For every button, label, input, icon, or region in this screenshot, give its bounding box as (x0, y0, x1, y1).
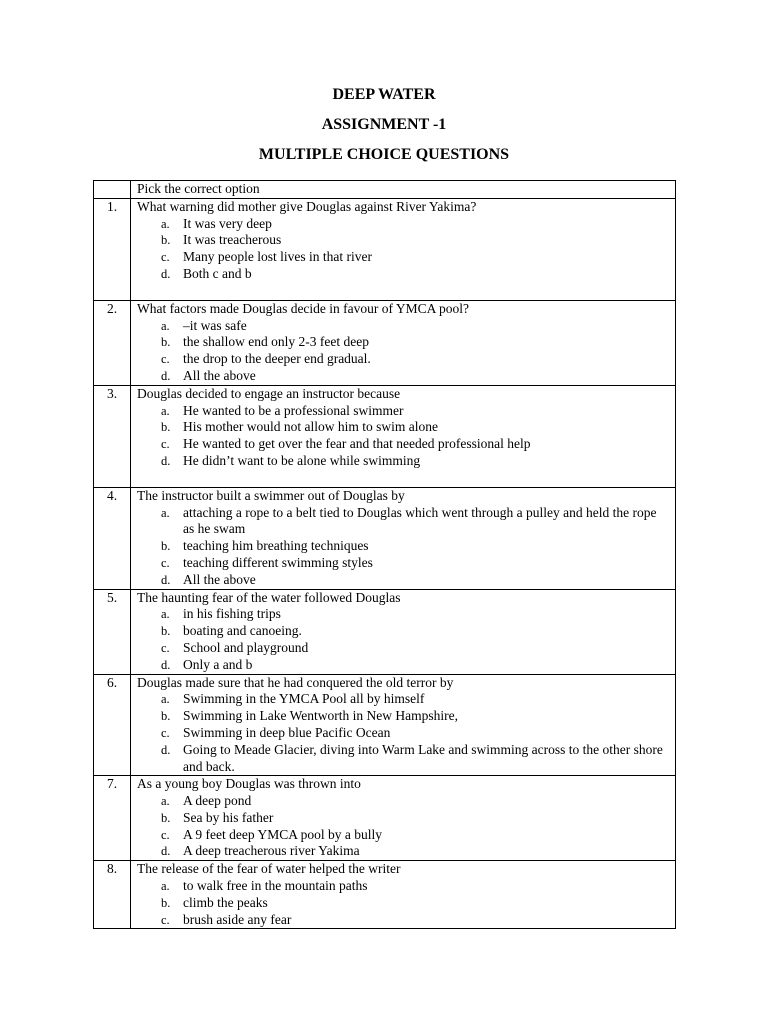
options-list (137, 878, 669, 928)
title-block (0, 85, 768, 165)
option-letter: c. (161, 250, 170, 265)
option-item (137, 843, 669, 860)
option-text: Swimming in Lake Wentworth in New Hampshire, (183, 708, 458, 724)
option-letter: d. (161, 742, 171, 757)
option-text: the drop to the deeper end gradual. (183, 351, 371, 367)
option-item (137, 895, 669, 912)
option-text: School and playground (183, 639, 309, 655)
question-cell (131, 776, 676, 861)
question-number: 1. (94, 198, 131, 300)
options-list (137, 793, 669, 860)
section-title: MULTIPLE CHOICE QUESTIONS (258, 146, 510, 163)
option-item (137, 606, 669, 623)
question-row (94, 198, 676, 300)
option-letter: c. (161, 912, 170, 927)
options-list (137, 505, 669, 589)
question-text: The instructor built a swimmer out of Douglas by (137, 487, 405, 503)
question-cell (131, 674, 676, 776)
option-item (137, 334, 669, 351)
option-text: Swimming in deep blue Pacific Ocean (183, 724, 391, 740)
option-text: A deep treacherous river Yakima (183, 843, 360, 859)
option-text: Swimming in the YMCA Pool all by himself (183, 691, 425, 707)
option-letter: a. (161, 216, 170, 231)
option-text: He wanted to get over the fear and that needed professional help (183, 436, 531, 452)
option-letter: b. (161, 810, 171, 825)
question-text: The release of the fear of water helped the writer (137, 861, 401, 877)
option-letter: c. (161, 352, 170, 367)
option-letter: b. (161, 539, 171, 554)
option-letter: b. (161, 233, 171, 248)
option-item (137, 623, 669, 640)
question-text: Douglas decided to engage an instructor because (137, 385, 401, 401)
option-letter: d. (161, 368, 171, 383)
option-text: in his fishing trips (183, 606, 281, 622)
option-item (137, 266, 669, 283)
option-text: to walk free in the mountain paths (183, 878, 368, 894)
question-row (94, 674, 676, 776)
option-item (137, 640, 669, 657)
question-text: What factors made Douglas decide in favour of YMCA pool? (137, 300, 470, 316)
option-letter: c. (161, 725, 170, 740)
option-text: A 9 feet deep YMCA pool by a bully (183, 826, 382, 842)
option-letter: a. (161, 794, 170, 809)
question-number: 3. (94, 385, 131, 487)
option-item (137, 725, 669, 742)
option-text: A deep pond (183, 793, 252, 809)
option-letter: d. (161, 657, 171, 672)
question-row (94, 300, 676, 385)
question-text: What warning did mother give Douglas against River Yakima? (137, 198, 477, 214)
option-text: It was treacherous (183, 232, 282, 248)
option-letter: c. (161, 640, 170, 655)
question-number: 2. (94, 300, 131, 385)
options-list (137, 318, 669, 385)
option-text: Going to Meade Glacier, diving into Warm Lake and swimming across to the other shore and back. (183, 741, 663, 774)
option-text: attaching a rope to a belt tied to Douglas which went through a pulley and held the rope as he swam (183, 504, 657, 537)
option-item (137, 538, 669, 555)
question-row (94, 589, 676, 674)
option-letter: b. (161, 624, 171, 639)
option-item (137, 555, 669, 572)
question-number: 4. (94, 487, 131, 589)
options-list (137, 606, 669, 673)
question-cell (131, 300, 676, 385)
option-text: Many people lost lives in that river (183, 249, 372, 265)
option-item (137, 810, 669, 827)
question-cell (131, 487, 676, 589)
option-letter: a. (161, 403, 170, 418)
option-item (137, 793, 669, 810)
question-text: As a young boy Douglas was thrown into (137, 776, 361, 792)
question-row (94, 861, 676, 929)
option-item (137, 436, 669, 453)
option-text: All the above (183, 367, 256, 383)
option-text: It was very deep (183, 215, 272, 231)
option-item (137, 419, 669, 436)
option-text: climb the peaks (183, 894, 268, 910)
option-letter: b. (161, 709, 171, 724)
option-text: All the above (183, 571, 256, 587)
option-letter: b. (161, 420, 171, 435)
option-text: teaching different swimming styles (183, 554, 373, 570)
option-letter: b. (161, 335, 171, 350)
option-item (137, 318, 669, 335)
option-item (137, 827, 669, 844)
option-item (137, 249, 669, 266)
assignment-title: ASSIGNMENT -1 (321, 116, 447, 133)
option-text: boating and canoeing. (183, 623, 302, 639)
option-letter: a. (161, 505, 170, 520)
header-instruction: Pick the correct option (131, 181, 676, 199)
question-text: The haunting fear of the water followed Douglas (137, 589, 401, 605)
option-item (137, 368, 669, 385)
option-text: Sea by his father (183, 809, 274, 825)
option-item (137, 572, 669, 589)
option-item (137, 232, 669, 249)
option-text: He didn’t want to be alone while swimming (183, 452, 421, 468)
option-letter: d. (161, 572, 171, 587)
option-text: Both c and b (183, 265, 252, 281)
option-letter: a. (161, 318, 170, 333)
option-item (137, 878, 669, 895)
option-text: brush aside any fear (183, 911, 292, 927)
option-item (137, 742, 669, 776)
spacer (137, 283, 669, 300)
option-item (137, 505, 669, 539)
option-text: His mother would not allow him to swim alone (183, 419, 438, 435)
option-letter: d. (161, 266, 171, 281)
options-list (137, 691, 669, 775)
option-letter: c. (161, 827, 170, 842)
question-number: 8. (94, 861, 131, 929)
question-row (94, 776, 676, 861)
option-letter: a. (161, 692, 170, 707)
option-letter: d. (161, 844, 171, 859)
option-letter: a. (161, 607, 170, 622)
option-letter: a. (161, 879, 170, 894)
spacer (137, 470, 669, 487)
option-item (137, 657, 669, 674)
option-item (137, 708, 669, 725)
option-text: teaching him breathing techniques (183, 538, 369, 554)
question-cell (131, 385, 676, 487)
option-item (137, 351, 669, 368)
question-number: 6. (94, 674, 131, 776)
option-letter: c. (161, 437, 170, 452)
option-text: –it was safe (183, 317, 247, 333)
question-row (94, 385, 676, 487)
option-letter: d. (161, 453, 171, 468)
option-text: Only a and b (183, 656, 253, 672)
option-letter: c. (161, 555, 170, 570)
options-list (137, 403, 669, 470)
header-number-cell (94, 181, 131, 199)
option-text: the shallow end only 2-3 feet deep (183, 334, 369, 350)
option-text: He wanted to be a professional swimmer (183, 402, 404, 418)
document-title: DEEP WATER (332, 86, 436, 103)
header-row (94, 181, 676, 199)
option-item (137, 403, 669, 420)
options-list (137, 216, 669, 283)
questions-table (93, 180, 676, 929)
question-cell (131, 198, 676, 300)
option-item (137, 912, 669, 929)
option-item (137, 691, 669, 708)
question-number: 7. (94, 776, 131, 861)
option-item (137, 453, 669, 470)
question-text: Douglas made sure that he had conquered the old terror by (137, 674, 454, 690)
question-cell (131, 589, 676, 674)
option-letter: b. (161, 895, 171, 910)
question-cell (131, 861, 676, 929)
question-number: 5. (94, 589, 131, 674)
option-item (137, 216, 669, 233)
question-row (94, 487, 676, 589)
